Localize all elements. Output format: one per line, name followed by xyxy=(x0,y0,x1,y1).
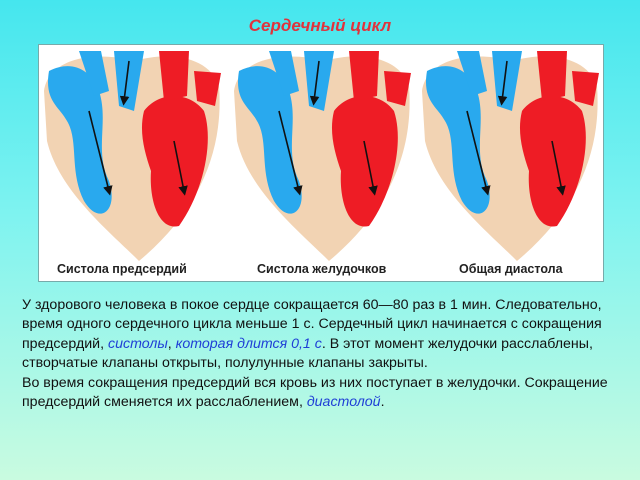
caption-atrial-systole: Систола предсердий xyxy=(57,262,187,276)
caption-ventricular-systole: Систола желудочков xyxy=(257,262,387,276)
paragraph-1: У здорового человека в покое сердце сокращается 60—80 раз в 1 мин. Следовательно, время одного сердечного цикла меньше 1 с. Сердечный цикл начинается с сокращения предсердий, систолы, которая длится 0,1 с. В этот момент желудочки расслаблены, створчатые клапаны открыты, полулунные клапаны закрыты. xyxy=(22,297,602,372)
heart-cycle-figure xyxy=(38,44,604,282)
term-systole: систолы xyxy=(108,335,168,352)
body-text xyxy=(22,296,622,412)
heart-general-diastole xyxy=(422,51,599,261)
caption-general-diastole: Общая диастола xyxy=(459,262,563,276)
slide-title: Сердечный цикл xyxy=(248,16,392,35)
term-diastole: диастолой xyxy=(306,394,381,411)
term-duration: которая длится 0,1 с xyxy=(175,335,322,352)
heart-ventricular-systole xyxy=(234,51,411,261)
paragraph-2: Во время сокращения предсердий вся кровь из них поступает в желудочки. Сокращение предсердий сменяется их расслаблением, диастолой. xyxy=(22,374,608,411)
heart-diagrams xyxy=(39,45,605,283)
heart-atrial-systole xyxy=(44,51,221,261)
